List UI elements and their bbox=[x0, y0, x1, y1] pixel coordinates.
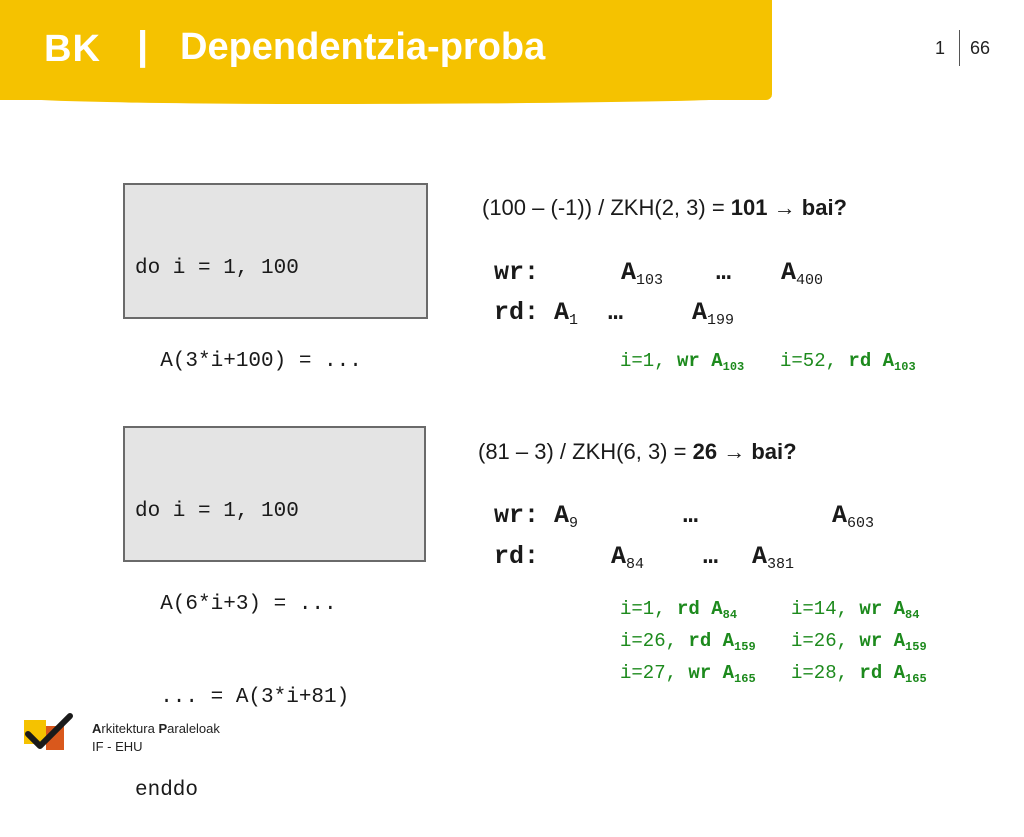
conflict-note bbox=[791, 598, 919, 622]
rd-last bbox=[752, 542, 794, 573]
read-range-2 bbox=[494, 542, 539, 571]
note-op: wr bbox=[859, 630, 883, 652]
rd-first-sub: 84 bbox=[626, 556, 645, 573]
rd-last bbox=[692, 298, 734, 329]
note-base: A bbox=[893, 662, 906, 684]
formula-result: 101 bbox=[730, 195, 768, 220]
wr-last-sub: 603 bbox=[847, 515, 875, 532]
wr-first bbox=[621, 258, 663, 289]
footer-initial-p: P bbox=[158, 721, 168, 736]
wr-last-base: A bbox=[781, 258, 797, 287]
rd-last-sub: 199 bbox=[707, 312, 735, 329]
note-sub: 103 bbox=[722, 360, 745, 374]
note-sub: 84 bbox=[722, 608, 738, 622]
rd-last-base: A bbox=[752, 542, 768, 571]
note-iter: i=1, bbox=[620, 350, 678, 372]
arrow-icon: → bbox=[723, 439, 746, 464]
formula-text: (81 – 3) / ZKH(6, 3) = bbox=[478, 439, 693, 464]
wr-dots: … bbox=[716, 258, 732, 287]
rd-first-base: A bbox=[554, 298, 570, 327]
note-op: wr bbox=[859, 598, 883, 620]
wr-last-base: A bbox=[832, 501, 848, 530]
note-op: wr bbox=[677, 350, 700, 372]
footer-line-2: IF - EHU bbox=[92, 739, 143, 754]
rd-first-sub: 1 bbox=[569, 312, 579, 329]
formula-result: 26 bbox=[692, 439, 718, 464]
checkmark-logo-icon bbox=[24, 712, 74, 752]
note-sub: 159 bbox=[905, 640, 927, 654]
page-divider bbox=[959, 30, 960, 66]
wr-label: wr: bbox=[494, 258, 540, 287]
wr-first-sub: 9 bbox=[569, 515, 579, 532]
rd-last-sub: 381 bbox=[767, 556, 795, 573]
section-number: 1 bbox=[935, 38, 946, 58]
conflict-note bbox=[780, 350, 916, 374]
note-sub: 165 bbox=[905, 672, 927, 686]
conflict-note bbox=[791, 662, 927, 686]
wr-first bbox=[554, 501, 578, 532]
rd-first bbox=[554, 298, 578, 329]
note-iter: i=26, bbox=[791, 630, 860, 652]
code-line: A(3*i+100) = ... bbox=[135, 350, 362, 373]
note-sub: 159 bbox=[734, 640, 756, 654]
conflict-note bbox=[791, 630, 927, 654]
conflict-note bbox=[620, 630, 756, 654]
note-base: A bbox=[722, 662, 735, 684]
note-iter: i=28, bbox=[791, 662, 860, 684]
note-base: A bbox=[711, 598, 723, 620]
brand-logo: BK bbox=[44, 28, 101, 70]
dependency-formula-2 bbox=[478, 439, 797, 465]
code-line: do i = 1, 100 bbox=[135, 500, 299, 523]
conflict-note bbox=[620, 598, 737, 622]
code-line: ... = A(3*i+81) bbox=[135, 686, 350, 709]
conflict-note bbox=[620, 662, 756, 686]
page-title: Dependentzia-proba bbox=[180, 26, 546, 68]
rd-first bbox=[611, 542, 644, 573]
note-base: A bbox=[882, 350, 895, 372]
note-iter: i=27, bbox=[620, 662, 689, 684]
note-op: rd bbox=[677, 598, 700, 620]
note-iter: i=26, bbox=[620, 630, 689, 652]
note-op: rd bbox=[688, 630, 712, 652]
conflict-note bbox=[620, 350, 744, 374]
note-op: wr bbox=[688, 662, 712, 684]
wr-last bbox=[832, 501, 874, 532]
note-iter: i=52, bbox=[780, 350, 849, 372]
note-iter: i=14, bbox=[791, 598, 860, 620]
wr-last bbox=[781, 258, 823, 289]
arrow-icon: → bbox=[773, 195, 796, 220]
note-op: rd bbox=[848, 350, 872, 372]
code-line: A(6*i+3) = ... bbox=[135, 593, 337, 616]
page-number: 66 bbox=[970, 38, 991, 58]
code-line: enddo bbox=[135, 779, 199, 802]
note-base: A bbox=[711, 350, 723, 372]
write-range-2 bbox=[494, 501, 539, 530]
dependency-formula-1 bbox=[482, 195, 847, 221]
footer-credit bbox=[92, 720, 220, 756]
code-line: do i = 1, 100 bbox=[135, 257, 299, 280]
write-range-1 bbox=[494, 258, 539, 287]
wr-first-sub: 103 bbox=[636, 272, 664, 289]
rd-first-base: A bbox=[611, 542, 627, 571]
note-sub: 165 bbox=[734, 672, 756, 686]
rd-label: rd: bbox=[494, 542, 540, 571]
rd-last-base: A bbox=[692, 298, 708, 327]
note-iter: i=1, bbox=[620, 598, 678, 620]
note-sub: 84 bbox=[905, 608, 920, 622]
note-base: A bbox=[893, 598, 906, 620]
footer-line-1 bbox=[92, 720, 220, 738]
rd-dots: … bbox=[608, 298, 624, 327]
formula-question: bai? bbox=[801, 195, 847, 220]
wr-dots: … bbox=[683, 501, 699, 530]
footer-word-p: araleloak bbox=[167, 721, 220, 736]
code-block-1 bbox=[123, 183, 428, 373]
note-op: rd bbox=[859, 662, 883, 684]
note-base: A bbox=[722, 630, 735, 652]
rd-dots: … bbox=[703, 542, 719, 571]
formula-text: (100 – (-1)) / ZKH(2, 3) = bbox=[482, 195, 731, 220]
wr-label: wr: bbox=[494, 501, 540, 530]
formula-question: bai? bbox=[751, 439, 797, 464]
footer-initial-a: A bbox=[92, 721, 102, 736]
read-range-1 bbox=[494, 298, 539, 327]
rd-label: rd: bbox=[494, 298, 540, 327]
note-sub: 103 bbox=[894, 360, 916, 374]
wr-first-base: A bbox=[621, 258, 637, 287]
footer-word-a: rkitektura bbox=[101, 721, 159, 736]
wr-last-sub: 400 bbox=[796, 272, 824, 289]
note-base: A bbox=[893, 630, 906, 652]
title-separator: | bbox=[137, 24, 149, 68]
wr-first-base: A bbox=[554, 501, 570, 530]
